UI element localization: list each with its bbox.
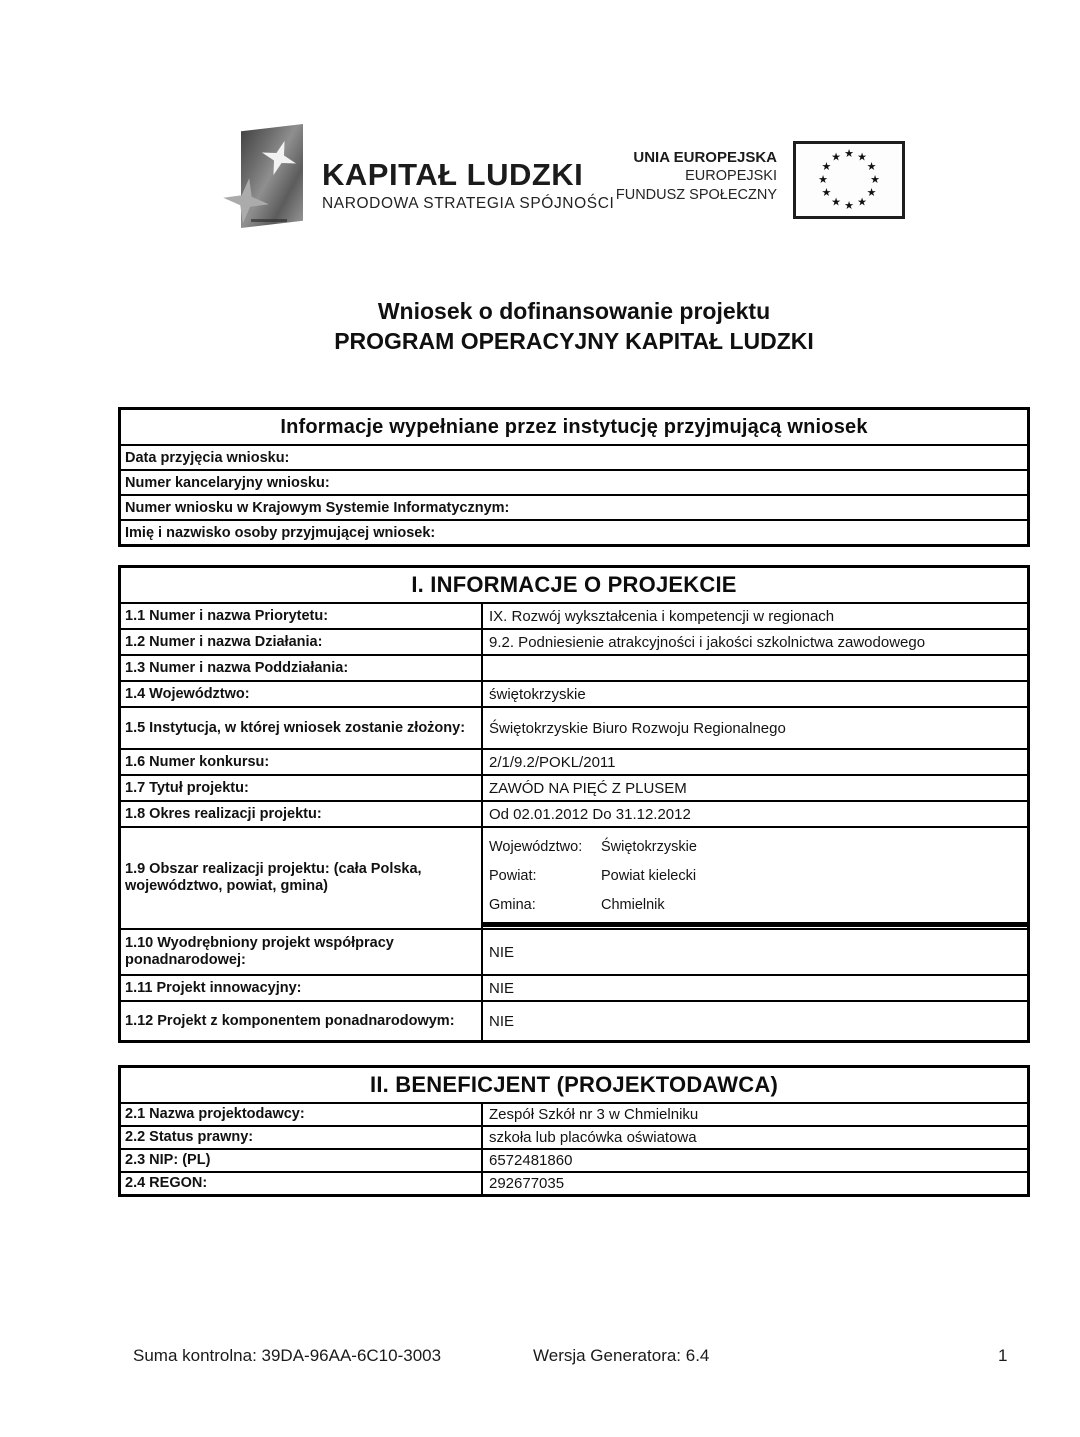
row-label: 1.8 Okres realizacji projektu: <box>121 802 483 826</box>
table-row-priority <box>121 602 1027 628</box>
kl-flag-shape <box>241 124 303 228</box>
eu-logo-text <box>616 148 777 205</box>
eu-flag-star <box>817 174 829 186</box>
table-row-project-title <box>121 774 1027 800</box>
row-label: 1.9 Obszar realizacji projektu: (cała Polska, województwo, powiat, gmina) <box>121 828 483 928</box>
project-area-values <box>483 828 1027 928</box>
table-row-institution <box>121 706 1027 748</box>
section1-table <box>118 565 1030 1043</box>
row-label: 1.11 Projekt innowacyjny: <box>121 976 483 1000</box>
row-label: 1.7 Tytuł projektu: <box>121 776 483 800</box>
eu-flag-star <box>830 151 842 163</box>
area-sub-label: Gmina: <box>489 896 536 913</box>
eu-flag-star <box>866 161 878 173</box>
kl-logo-title: KAPITAŁ LUDZKI <box>322 157 584 192</box>
kl-logo-subtitle: NARODOWA STRATEGIA SPÓJNOŚCI <box>322 195 615 212</box>
row-value <box>483 656 1027 680</box>
table-row-regon <box>121 1171 1027 1194</box>
row-label: 2.2 Status prawny: <box>121 1127 483 1148</box>
eu-flag-star <box>856 197 868 209</box>
table-row-action <box>121 628 1027 654</box>
area-sub-row-county <box>483 861 1027 890</box>
row-value: IX. Rozwój wykształcenia i kompetencji w regionach <box>489 607 835 625</box>
document-title-line2: PROGRAM OPERACYJNY KAPITAŁ LUDZKI <box>334 328 814 354</box>
eu-flag-star <box>869 174 881 186</box>
row-value: świętokrzyskie <box>489 685 586 703</box>
table-row-contest-number <box>121 748 1027 774</box>
checksum-text: Suma kontrolna: 39DA-96AA-6C10-3003 <box>133 1346 442 1365</box>
row-label: 1.4 Województwo: <box>121 682 483 706</box>
table-row-legal-status <box>121 1125 1027 1148</box>
area-sub-label: Województwo: <box>489 838 583 855</box>
table-row-beneficiary-name <box>121 1102 1027 1125</box>
table-row-project-area <box>121 826 1027 928</box>
area-sub-row-commune <box>483 890 1027 919</box>
row-value: 292677035 <box>489 1175 565 1192</box>
area-sub-value: Powiat kielecki <box>601 867 697 884</box>
eu-fund-label-2: FUNDUSZ SPOŁECZNY <box>615 187 777 203</box>
row-value: NIE <box>489 979 515 997</box>
eu-flag-star <box>843 200 855 212</box>
row-label: 1.12 Projekt z komponentem ponadnarodowym: <box>121 1002 483 1040</box>
table-row-project-period <box>121 800 1027 826</box>
row-label: 2.1 Nazwa projektodawcy: <box>121 1104 483 1125</box>
page-number: 1 <box>998 1346 1008 1365</box>
eu-fund-label-1: EUROPEJSKI <box>685 168 777 184</box>
eu-union-label: UNIA EUROPEJSKA <box>633 149 777 166</box>
table-row-voivodeship <box>121 680 1027 706</box>
row-label: 2.3 NIP: (PL) <box>121 1150 483 1171</box>
row-label: 1.1 Numer i nazwa Priorytetu: <box>121 604 483 628</box>
row-label: 1.10 Wyodrębniony projekt współpracy ponadnarodowej: <box>121 930 483 974</box>
kl-logo-base <box>251 219 287 222</box>
intake-row-registry-number: Numer kancelaryjny wniosku: <box>121 469 1027 494</box>
area-sub-label: Powiat: <box>489 867 537 884</box>
table-row-subaction <box>121 654 1027 680</box>
kl-logo-text <box>322 158 614 213</box>
area-sub-row-voivodeship <box>483 832 1027 861</box>
generator-version-text: Wersja Generatora: 6.4 <box>533 1346 710 1365</box>
table-row-innovative <box>121 974 1027 1000</box>
table-row-transnational-component <box>121 1000 1027 1040</box>
row-value: 9.2. Podniesienie atrakcyjności i jakości szkolnictwa zawodowego <box>489 633 926 651</box>
section2-header: II. BENEFICJENT (PROJEKTODAWCA) <box>370 1072 778 1097</box>
row-label: 1.2 Numer i nazwa Działania: <box>121 630 483 654</box>
intake-row-receiver-name: Imię i nazwisko osoby przyjmującej wniosek: <box>121 519 1027 544</box>
row-value: NIE <box>489 1012 515 1030</box>
row-value: 6572481860 <box>489 1152 573 1169</box>
intake-info-table <box>118 407 1030 547</box>
eu-flag-icon <box>793 141 905 219</box>
area-sub-value: Chmielnik <box>601 896 665 913</box>
table-row-nip <box>121 1148 1027 1171</box>
eu-flag-star <box>820 187 832 199</box>
intake-row-date: Data przyjęcia wniosku: <box>121 444 1027 469</box>
row-value: 2/1/9.2/POKL/2011 <box>489 753 616 771</box>
row-label: 1.6 Numer konkursu: <box>121 750 483 774</box>
page-footer <box>0 1346 1080 1370</box>
row-value: szkoła lub placówka oświatowa <box>489 1129 697 1146</box>
intake-table-header: Informacje wypełniane przez instytucję przyjmującą wniosek <box>280 415 868 438</box>
area-sub-value: Świętokrzyskie <box>601 838 697 855</box>
row-value: Od 02.01.2012 Do 31.12.2012 <box>489 805 691 823</box>
row-label: 1.5 Instytucja, w której wniosek zostanie złożony: <box>121 708 483 748</box>
section2-table <box>118 1065 1030 1197</box>
row-value: Zespół Szkół nr 3 w Chmielniku <box>489 1106 699 1123</box>
document-title <box>118 296 1030 356</box>
kapital-ludzki-logo-icon <box>237 122 307 230</box>
table-row-transnational-separate <box>121 928 1027 974</box>
row-value: ZAWÓD NA PIĘĆ Z PLUSEM <box>489 779 687 797</box>
document-title-line1: Wniosek o dofinansowanie projektu <box>377 298 771 324</box>
row-value: NIE <box>489 943 515 961</box>
row-label: 1.3 Numer i nazwa Poddziałania: <box>121 656 483 680</box>
section1-header: I. INFORMACJE O PROJEKCIE <box>411 572 737 597</box>
row-value: Świętokrzyskie Biuro Rozwoju Regionalnego <box>489 719 786 737</box>
intake-row-ksi-number: Numer wniosku w Krajowym Systemie Informatycznym: <box>121 494 1027 519</box>
area-spacer <box>483 927 1027 928</box>
row-label: 2.4 REGON: <box>121 1173 483 1194</box>
eu-flag-star <box>843 148 855 160</box>
